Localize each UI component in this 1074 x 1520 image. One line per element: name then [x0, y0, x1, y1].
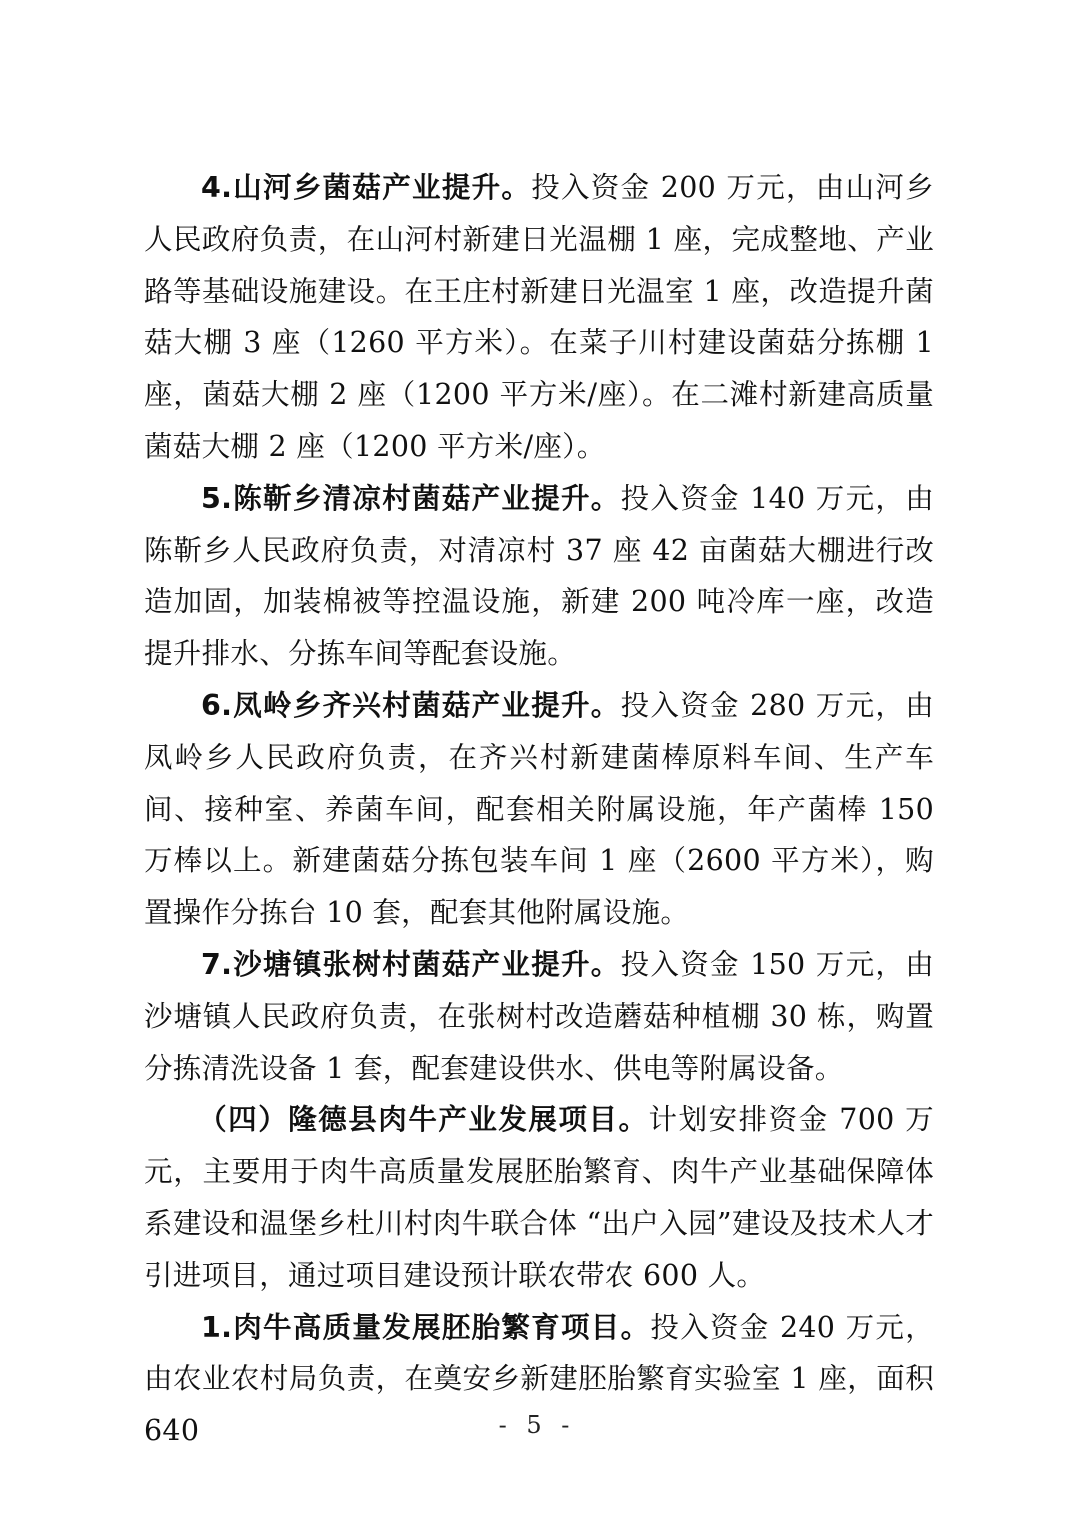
paragraph-heading: 1.肉牛高质量发展胚胎繁育项目。 [201, 1310, 651, 1344]
section-heading: （四）隆德县肉牛产业发展项目。 [198, 1103, 649, 1137]
paragraph-text: 投入资金 150 万元，由沙塘镇人民政府负责，在张树村改造蘑菇种植棚 30 栋，购置分拣清洗设备 1 套，配套建设供水、供电等附属设备。 [144, 947, 934, 1085]
paragraph-shanhe-mushroom [144, 162, 934, 473]
document-body [144, 162, 934, 1457]
paragraph-heading: 5.陈靳乡清凉村菌菇产业提升。 [201, 481, 621, 515]
paragraph-chenjin-mushroom [144, 473, 934, 680]
paragraph-heading: 7.沙塘镇张树村菌菇产业提升。 [201, 947, 621, 981]
paragraph-text: 投入资金 200 万元，由山河乡人民政府负责，在山河村新建日光温棚 1 座，完成整地、产业路等基础设施建设。在王庄村新建日光温室 1 座，改造提升菌菇大棚 3 座（1260 平方米）。在菜子川村建设菌菇分拣棚 1 座，菌菇大棚 2 座（1200 平方米/座）。在二滩村新建高质量菌菇大棚 2 座（1200 平方米/座）。 [144, 171, 934, 463]
paragraph-heading: 6.凤岭乡齐兴村菌菇产业提升。 [201, 688, 621, 722]
section-beef-cattle-project [144, 1094, 934, 1301]
paragraph-text: 投入资金 240 万元，由农业农村局负责，在奠安乡新建胚胎繁育实验室 1 座，面积 640 [144, 1310, 934, 1448]
paragraph-fengling-mushroom [144, 680, 934, 939]
paragraph-heading: 4.山河乡菌菇产业提升。 [201, 171, 532, 204]
paragraph-shatang-mushroom [144, 939, 934, 1094]
paragraph-text: 投入资金 280 万元，由凤岭乡人民政府负责，在齐兴村新建菌棒原料车间、生产车间、接种室、养菌车间，配套相关附属设施，年产菌棒 150 万棒以上。新建菌菇分拣包装车间 1 座（2600 平方米），购置操作分拣台 10 套，配套其他附属设施。 [144, 688, 934, 930]
paragraph-text: 投入资金 140 万元，由陈靳乡人民政府负责，对清凉村 37 座 42 亩菌菇大棚进行改造加固，加装棉被等控温设施，新建 200 吨冷库一座，改造提升排水、分拣车间等配套设施。 [144, 481, 934, 671]
page-number: - 5 - [498, 1411, 576, 1439]
paragraph-text: 计划安排资金 700 万元，主要用于肉牛高质量发展胚胎繁育、肉牛产业基础保障体系建设和温堡乡杜川村肉牛联合体 “出户入园”建设及技术人才引进项目，通过项目建设预计联农带农 600 人。 [144, 1103, 934, 1292]
